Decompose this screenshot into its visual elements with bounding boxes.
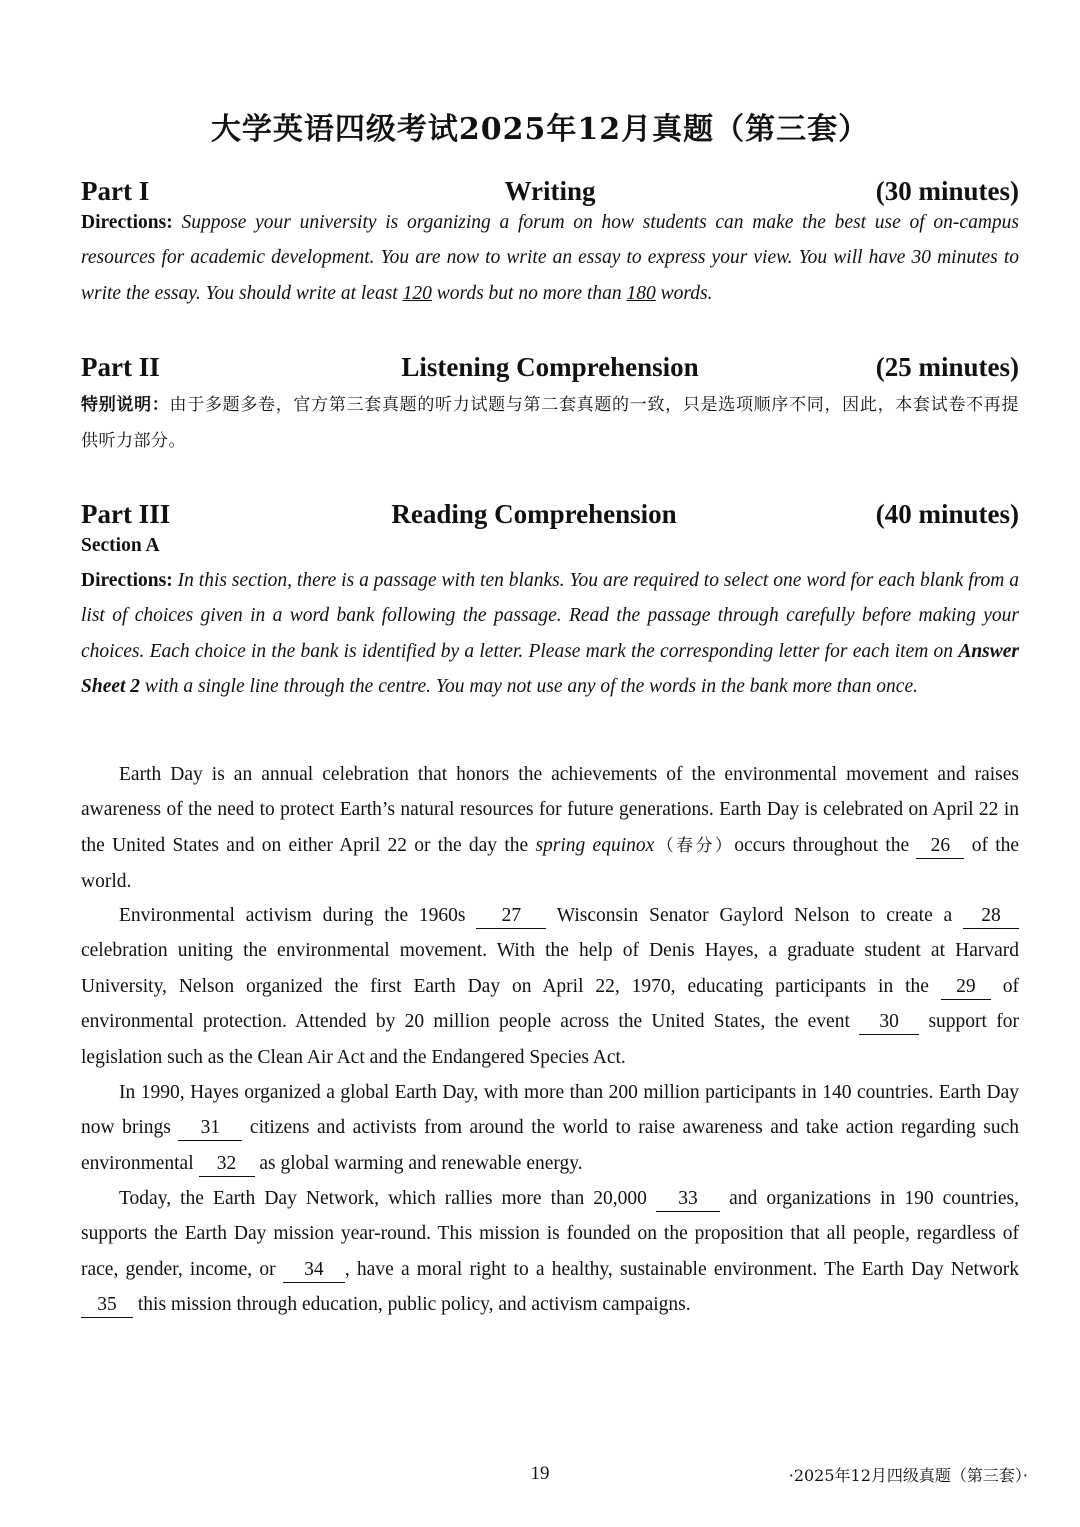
p3-text-a: In 1990, Hayes organized a global Earth Day, with more than 200 million participants in 140 countries. Earth Day now brings (81, 1082, 1019, 1139)
blank-32[interactable]: 32 (199, 1152, 255, 1177)
part2-header (81, 352, 1019, 386)
page-title: 大学英语四级考试2025年12月真题（第三套） (210, 112, 870, 147)
passage-paragraph-3 (81, 1075, 1019, 1181)
part3-directions-text-b: with a single line through the centre. You may not use any of the words in the bank more than once. (144, 676, 918, 698)
part3-directions-label: Directions: (81, 570, 173, 591)
page-number: 19 (530, 1463, 550, 1484)
blank-28[interactable]: 28 (963, 904, 1019, 929)
p3-text-c: as global warming and renewable energy. (259, 1152, 583, 1174)
blank-33[interactable]: 33 (656, 1187, 720, 1212)
page-footer: ·2025年12月四级真题（第三套）· (788, 1466, 1028, 1485)
part2-note (81, 387, 1019, 459)
p1-term: spring equinox (535, 834, 655, 856)
part2-name: Listening Comprehension (401, 352, 699, 382)
p1-text-b: occurs throughout the (734, 834, 910, 856)
p2-text-e: support for legislation such as the Clean Air Act and the Endangered Species Act. (81, 1011, 1019, 1068)
blank-35[interactable]: 35 (81, 1293, 133, 1318)
blank-34[interactable]: 34 (283, 1258, 345, 1283)
p4-text-b: and organizations in 190 countries, supports the Earth Day mission year-round. This mission is founded on the proposition that all people, regardless of race, gender, income, or (81, 1188, 1020, 1280)
part1-directions-text-c: words. (660, 282, 713, 304)
p2-text-b: Wisconsin Senator Gaylord Nelson to create a (556, 905, 953, 926)
answer-sheet-ref: Answer Sheet 2 (81, 640, 1020, 698)
part3-header (81, 499, 1019, 533)
part1-time: (30 minutes) (875, 176, 1019, 206)
p1-text-a: Earth Day is an annual celebration that honors the achievements of the environmental movement and raises awareness of the need to protect Earth’s natural resources for future generations. Earth Day is celebrated on April 22 in the United States and on either April 22 or the day the (81, 764, 1019, 856)
p4-text-d: this mission through education, public policy, and activism campaigns. (137, 1294, 691, 1316)
p2-text-c: celebration uniting the environmental movement. With the help of Denis Hayes, a graduate student at Harvard University, Nelson organized the first Earth Day on April 22, 1970, educating participants in the (81, 940, 1019, 997)
passage-paragraph-1 (81, 757, 1019, 900)
part1-name: Writing (504, 176, 596, 206)
part1-directions (81, 205, 1019, 311)
blank-27[interactable]: 27 (476, 904, 546, 929)
part2-time: (25 minutes) (875, 352, 1019, 382)
p4-text-a: Today, the Earth Day Network, which rallies more than 20,000 (119, 1188, 647, 1209)
part1-directions-text-a: Suppose your university is organizing a forum on how students can make the best use of on-campus resources for academic development. You are now to write an essay to express your view. You will have 30 minutes to write the essay. You should write at least (81, 212, 1019, 304)
max-words: 180 (626, 282, 656, 304)
part3-directions (81, 563, 1019, 705)
p4-text-c: , have a moral right to a healthy, sustainable environment. The Earth Day Network (344, 1258, 1020, 1280)
section-a-label: Section A (81, 535, 160, 556)
part3-directions-text-a: In this section, there is a passage with ten blanks. You are required to select one word for each blank from a list of choices given in a word bank following the passage. Read the passage through carefully before making your choices. Each choice in the bank is identified by a letter. Please mark the corresponding letter for each item on (81, 570, 1019, 662)
part2-note-text: 由于多题多卷，官方第三套真题的听力试题与第二套真题的一致，只是选项顺序不同，因此，本套试卷不再提供听力部分。 (81, 395, 1020, 451)
part3-name: Reading Comprehension (391, 499, 677, 529)
part3-label: Part III (81, 499, 171, 529)
part2-note-label: 特别说明： (81, 395, 170, 415)
p2-text-d: of environmental protection. Attended by 20 million people across the United States, the event (81, 975, 1019, 1033)
part1-label: Part I (81, 176, 150, 206)
p3-text-b: citizens and activists from around the world to raise awareness and take action regarding such environmental (81, 1117, 1020, 1174)
part1-directions-label: Directions: (81, 212, 173, 233)
p2-text-a: Environmental activism during the 1960s (119, 905, 466, 926)
part3-time: (40 minutes) (875, 499, 1019, 529)
p1-gloss: （春分） (654, 835, 735, 856)
passage-paragraph-4 (81, 1181, 1019, 1323)
part2-label: Part II (81, 352, 160, 382)
min-words: 120 (402, 282, 432, 304)
blank-31[interactable]: 31 (178, 1116, 242, 1141)
part1-directions-text-b: words but no more than (436, 282, 622, 304)
blank-30[interactable]: 30 (859, 1010, 919, 1035)
p1-text-c: of the world. (81, 834, 1020, 893)
blank-26[interactable]: 26 (916, 834, 964, 859)
passage-paragraph-2 (81, 898, 1019, 1075)
blank-29[interactable]: 29 (941, 975, 991, 1000)
